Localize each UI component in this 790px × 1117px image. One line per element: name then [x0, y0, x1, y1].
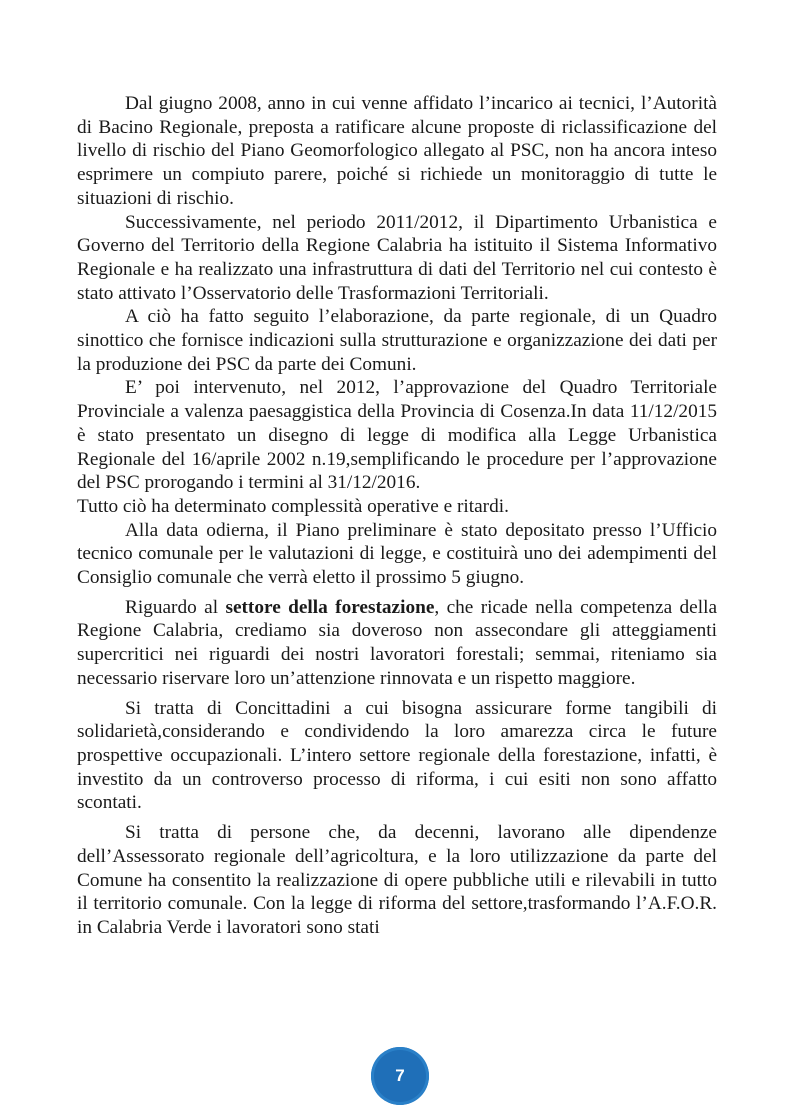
paragraph-quadro-territoriale: E’ poi intervenuto, nel 2012, l’approvazione del Quadro Territoriale Provinciale a valenza paesaggistica della Provincia di Cosenza.In data 11/12/2015 è stato presentato un disegno di legge di modifica alla Legge Urbanistica Regionale del 16/aprile 2002 n.19,semplificando le procedure per l’approvazione del PSC prorogando i termini al 31/12/2016.	[77, 377, 717, 494]
paragraph-persone: Si tratta di persone che, da decenni, lavorano alle dipendenze dell’Assessorato regionale dell’agricoltura, e la loro utilizzazione da parte del Comune ha consentito la realizzazione di opere pubbliche utili e rilevabili in tutto il territorio comunale. Con la legge di riforma del settore,trasformando l’A.F.O.R. in Calabria Verde i lavoratori sono stati	[77, 822, 717, 938]
paragraph-quadro-sinottico: A ciò ha fatto seguito l’elaborazione, da parte regionale, di un Quadro sinottico che fornisce indicazioni sulla strutturazione e organizzazione dei dati per la produzione dei PSC da parte dei Comuni.	[77, 306, 717, 375]
page-number-badge	[371, 1047, 429, 1105]
paragraph-forestazione	[77, 596, 717, 691]
paragraph-ritardi: Tutto ciò ha determinato complessità operative e ritardi.	[77, 495, 509, 517]
forestazione-heading: settore della forestazione	[225, 596, 435, 618]
paragraph-forestazione-rest: , che ricade nella competenza della Regione Calabria, crediamo sia doveroso non assecondare gli atteggiamenti supercritici nei riguardi dei nostri lavoratori forestali; semmai, riteniamo sia necessario riservare loro un’attenzione rinnovata e un rispetto maggiore.	[77, 596, 717, 689]
page-number: 7	[395, 1066, 405, 1085]
paragraph-concittadini: Si tratta di Concittadini a cui bisogna assicurare forme tangibili di solidarietà,considerando e condividendo la loro amarezza circa le future prospettive occupazionali. L’intero settore regionale della forestazione, infatti, è investito da un controverso processo di riforma, i cui esiti non sono affatto scontati.	[77, 697, 717, 814]
paragraph-forestazione-intro: Riguardo al	[125, 596, 226, 618]
paragraph-piano-preliminare: Alla data odierna, il Piano preliminare è stato depositato presso l’Ufficio tecnico comunale per le valutazioni di legge, e costituirà uno dei adempimenti del Consiglio comunale che verrà eletto il prossimo 5 giugno.	[77, 519, 717, 589]
paragraph-bacino: Dal giugno 2008, anno in cui venne affidato l’incarico ai tecnici, l’Autorità di Bacino Regionale, preposta a ratificare alcune proposte di riclassificazione del livello di rischio del Piano Geomorfologico allegato al PSC, non ha ancora inteso esprimere un compiuto parere, poiché si richiede un monitoraggio di tutte le situazioni di rischio.	[77, 93, 717, 209]
document-body	[77, 92, 717, 940]
paragraph-dipartimento: Successivamente, nel periodo 2011/2012, il Dipartimento Urbanistica e Governo del Territorio della Regione Calabria ha istituito il Sistema Informativo Regionale e ha realizzato una infrastruttura di dati del Territorio nel cui contesto è stato attivato l’Osservatorio delle Trasformazioni Territoriali.	[77, 211, 717, 304]
